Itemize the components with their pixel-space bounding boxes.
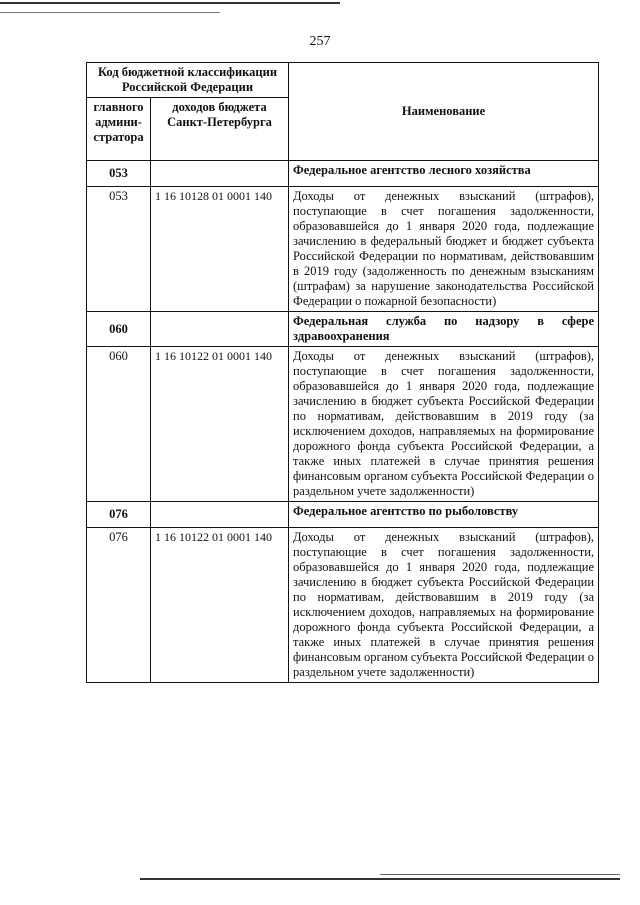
admin-code-cell: 076 bbox=[87, 502, 151, 528]
budget-classification-table bbox=[86, 62, 599, 683]
page-number: 257 bbox=[309, 34, 331, 49]
header-classification-code: Код бюджетной классификации Российской Федерации bbox=[87, 63, 289, 98]
header-income-code: доходов бюджета Санкт-Петербурга bbox=[151, 98, 289, 161]
table-header bbox=[87, 63, 599, 161]
income-code-cell: 1 16 10122 01 0001 140 bbox=[151, 528, 289, 683]
admin-code-cell: 076 bbox=[87, 528, 151, 683]
income-code-cell bbox=[151, 502, 289, 528]
admin-code-cell: 053 bbox=[87, 161, 151, 187]
description-cell: Доходы от денежных взысканий (штрафов), поступающие в счет погашения задолженности, образовавшейся до 1 января 2020 года, подлежащие зачислению в бюджет субъекта Российской Федерации по нормативам, действовавшим в 2019 году (за исключением доходов, направляемых на формирование дорожного фонда субъекта Российской Федерации, а также иных платежей в случае принятия решения финансовым органом субъекта Российской Федерации о раздельном учете задолженности) bbox=[289, 528, 599, 683]
scan-artifact-line bbox=[380, 874, 620, 875]
header-name: Наименование bbox=[289, 63, 599, 161]
agency-name-cell: Федеральное агентство лесного хозяйства bbox=[289, 161, 599, 187]
table-row bbox=[87, 347, 599, 502]
agency-name-cell: Федеральное агентство по рыболовству bbox=[289, 502, 599, 528]
agency-name-cell: Федеральная служба по надзору в сфере здравоохранения bbox=[289, 312, 599, 347]
description-cell: Доходы от денежных взысканий (штрафов), поступающие в счет погашения задолженности, образовавшейся до 1 января 2020 года, подлежащие зачислению в федеральный бюджет и бюджет субъекта Российской Федерации по нормативам, действовавшим в 2019 году (задолженность по денежным взысканиям (штрафам) за нарушение законодательства Российской Федерации о пожарной безопасности) bbox=[289, 187, 599, 312]
admin-code-cell: 060 bbox=[87, 312, 151, 347]
description-cell: Доходы от денежных взысканий (штрафов), поступающие в счет погашения задолженности, образовавшейся до 1 января 2020 года, подлежащие зачислению в бюджет субъекта Российской Федерации по нормативам, действовавшим в 2019 году (за исключением доходов, направляемых на формирование дорожного фонда субъекта Российской Федерации, а также иных платежей в случае принятия решения финансовым органом субъекта Российской Федерации о раздельном учете задолженности) bbox=[289, 347, 599, 502]
agency-row bbox=[87, 502, 599, 528]
admin-code-cell: 060 bbox=[87, 347, 151, 502]
admin-code-cell: 053 bbox=[87, 187, 151, 312]
table-row bbox=[87, 528, 599, 683]
agency-row bbox=[87, 161, 599, 187]
income-code-cell bbox=[151, 312, 289, 347]
income-code-cell: 1 16 10122 01 0001 140 bbox=[151, 347, 289, 502]
scan-artifact-line bbox=[0, 12, 220, 13]
table-body bbox=[87, 161, 599, 683]
income-code-cell bbox=[151, 161, 289, 187]
header-admin-code: главного админи-стратора bbox=[87, 98, 151, 161]
income-code-cell: 1 16 10128 01 0001 140 bbox=[151, 187, 289, 312]
agency-row bbox=[87, 312, 599, 347]
scan-artifact-line bbox=[0, 2, 340, 4]
table-row bbox=[87, 187, 599, 312]
scan-artifact-line bbox=[140, 878, 620, 880]
